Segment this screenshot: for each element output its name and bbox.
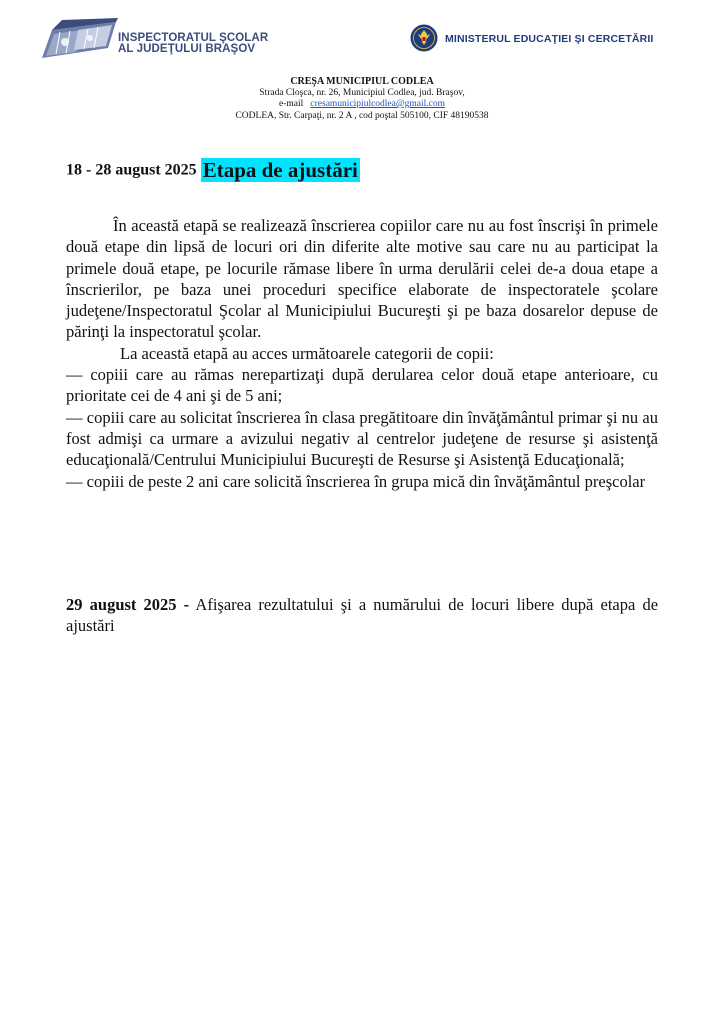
list-item: — copiii care au rămas nerepartizaţi după derularea celor două etape anterioare, cu prioritate cei de 4 ani şi de 5 ani; xyxy=(66,365,658,406)
isj-name xyxy=(118,33,268,55)
ministry-logo xyxy=(410,24,710,54)
heading-stage: Etapa de ajustări xyxy=(202,158,358,182)
list-item: — copiii de peste 2 ani care solicită înscrierea în grupa mică din învăţământul preşcolar xyxy=(66,471,646,491)
body-text xyxy=(66,215,658,492)
results-paragraph xyxy=(66,594,658,637)
access-paragraph: La această etapă au acces următoarele categorii de copii: xyxy=(120,343,494,363)
institution-email-line xyxy=(0,99,724,111)
intro-paragraph: În această etapă se realizează înscrierea copiilor care nu au fost înscrişi în primele două etape din lipsă de locuri ori din diferite alte motive sau care nu au participat la primele două etape, pe locurile rămase libere în urma derulării celei de-a doua etape a înscrierilor, pe baza unei proceduri specifice elaborate de inspectoratele şcolare judeţene/Inspectoratul Şcolar al Municipiului Bucureşti şi pe baza dosarelor depuse de părinţi la inspectoratul şcolar. xyxy=(66,216,658,342)
institution-name: CREŞA MUNICIPIUL CODLEA xyxy=(290,76,434,87)
isj-line-2: AL JUDEŢULUI BRAŞOV xyxy=(118,43,256,55)
list-item: — copiii care au solicitat înscrierea în clasa pregătitoare din învăţământul primar şi nu au fost admişi ca urmare a avizului negativ al centrelor judeţene de resurse şi asistenţă educaţională/Centrului Municipiului Bucureşti de Resurse şi Asistenţă Educaţională; xyxy=(66,407,658,470)
institution-address: Strada Cloşca, nr. 26, Municipiul Codlea, jud. Braşov, xyxy=(259,87,465,98)
institution-block xyxy=(0,76,724,122)
isj-logo xyxy=(38,18,269,62)
email-link[interactable]: cresamunicipiulcodlea@gmail.com xyxy=(310,99,445,109)
ministry-name: MINISTERUL EDUCAŢIEI ŞI CERCETĂRII xyxy=(445,33,654,45)
email-label: e-mail xyxy=(279,99,304,109)
isj-line-1: INSPECTORATUL ŞCOLAR xyxy=(118,32,269,44)
heading-dates: 18 - 28 august 2025 xyxy=(66,161,197,179)
results-date: 29 august 2025 - xyxy=(66,595,190,614)
isj-emblem-icon xyxy=(38,18,118,62)
stage-heading xyxy=(66,158,360,183)
institution-address-2: CODLEA, Str. Carpaţi, nr. 2 A , cod poştal 505100, CIF 48190538 xyxy=(235,110,489,121)
results-text: Afişarea rezultatului şi a numărului de locuri libere după etapa de ajustări xyxy=(66,595,659,636)
romania-crest-icon xyxy=(410,24,438,52)
